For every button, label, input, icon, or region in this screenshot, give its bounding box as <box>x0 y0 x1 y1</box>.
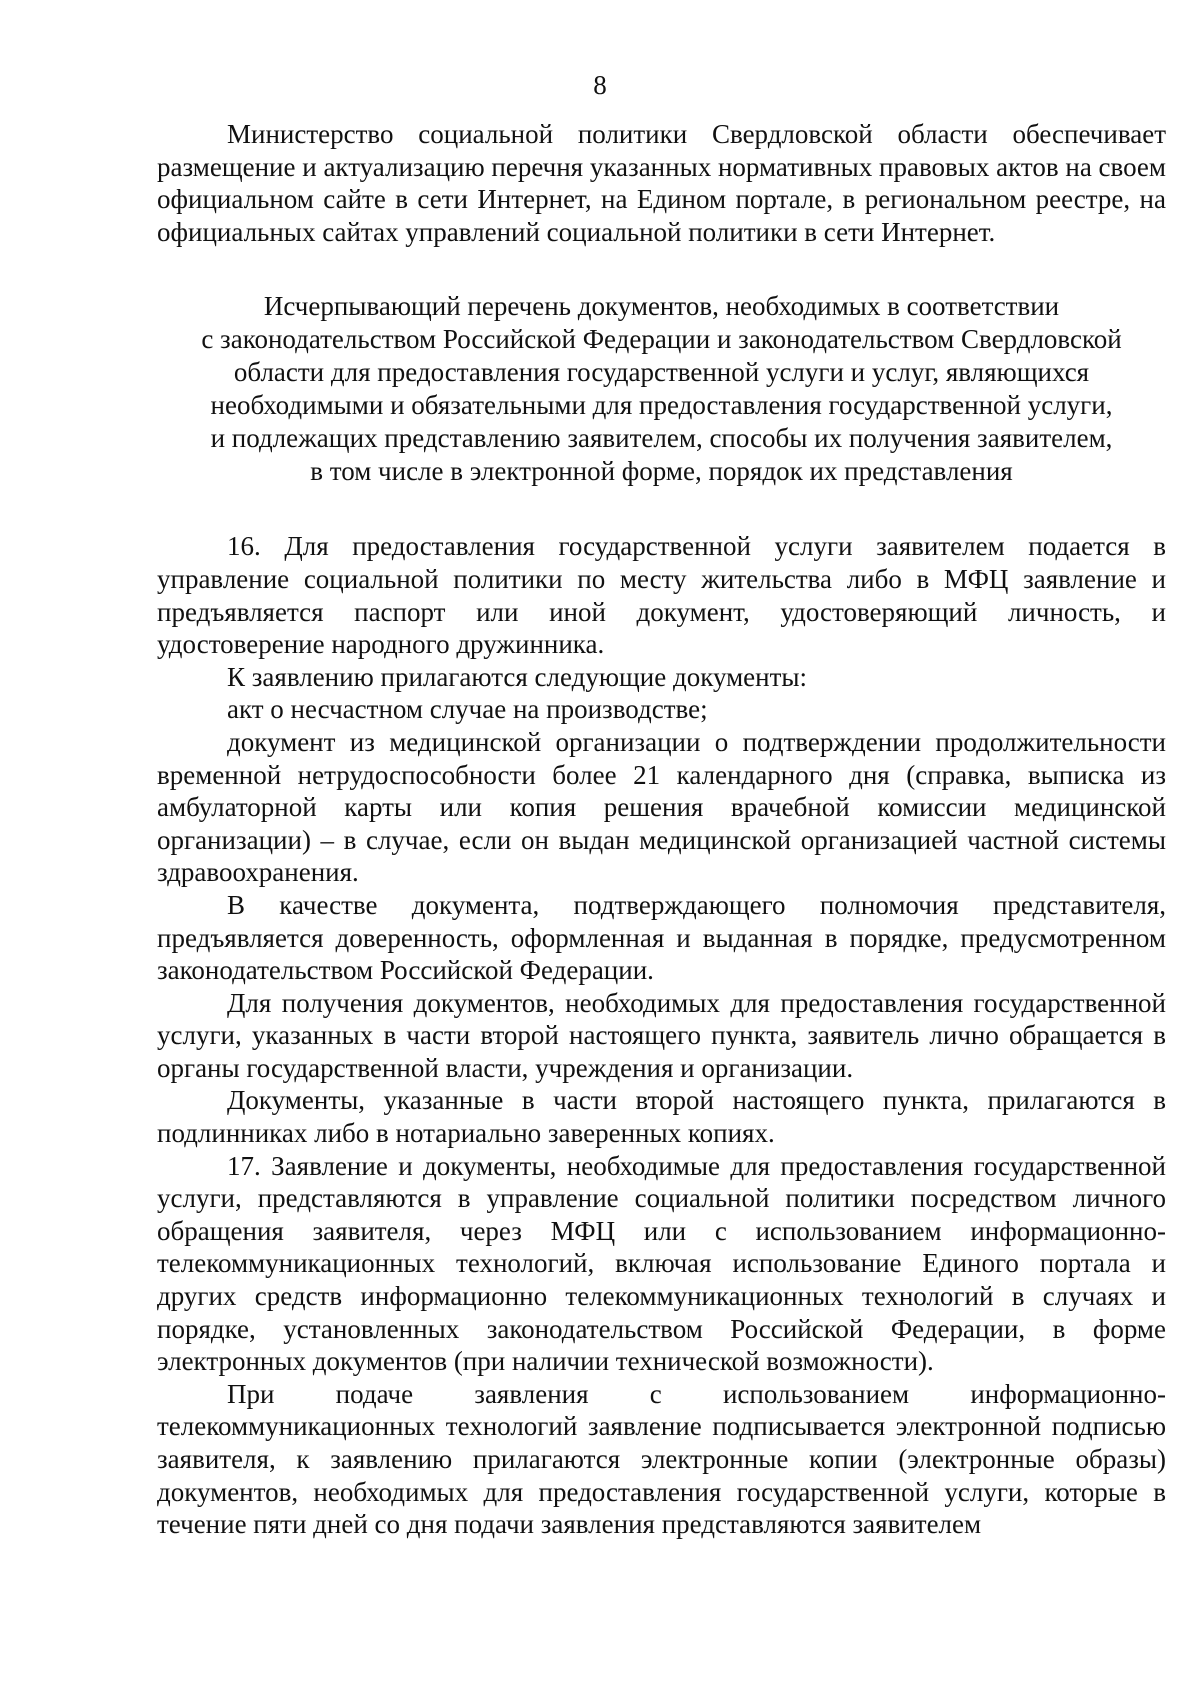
section-heading-line: необходимыми и обязательными для предоставления государственной услуги, <box>210 390 1113 421</box>
paragraph-medical-document: документ из медицинской организации о подтверждении продолжительности временной нетрудоспособности более 21 календарного дня (справка, выписка из амбулаторной карты или копия решения врачебной комиссии медицинской организации) – в случае, если он выдан медицинской организацией частной системы здравоохранения. <box>157 726 1166 888</box>
paragraph-obtaining-documents: Для получения документов, необходимых для предоставления государственной услуги, указанных в части второй настоящего пункта, заявитель лично обращается в органы государственной власти, учреждения и организации. <box>157 987 1166 1083</box>
section-heading-line: с законодательством Российской Федерации и законодательством Свердловской <box>201 324 1122 355</box>
paragraph-accident-act: акт о несчастном случае на производстве; <box>227 694 708 725</box>
paragraph-16: 16. Для предоставления государственной услуги заявителем подается в управление социальной политики по месту жительства либо в МФЦ заявление и предъявляется паспорт или иной документ, удостоверяющий личность, и удостоверение народного дружинника. <box>157 531 1166 660</box>
paragraph-originals-copies: Документы, указанные в части второй настоящего пункта, прилагаются в подлинниках либо в нотариально заверенных копиях. <box>157 1085 1166 1149</box>
document-body <box>157 118 1166 1541</box>
paragraph-electronic-submission: При подаче заявления с использованием информационно-телекоммуникационных технологий заявление подписывается электронной подписью заявителя, к заявлению прилагаются электронные копии (электронные образы) документов, необходимых для предоставления государственной услуги, которые в течение пяти дней со дня подачи заявления представляются заявителем <box>157 1378 1166 1540</box>
section-heading-line: в том числе в электронной форме, порядок их представления <box>310 456 1013 487</box>
intro-paragraph: Министерство социальной политики Свердловской области обеспечивает размещение и актуализацию перечня указанных нормативных правовых актов на своем официальном сайте в сети Интернет, на Едином портале, в региональном реестре, на официальных сайтах управлений социальной политики в сети Интернет. <box>157 119 1166 247</box>
section-heading-line: и подлежащих представлению заявителем, способы их получения заявителем, <box>210 423 1113 454</box>
section-heading-line: Исчерпывающий перечень документов, необходимых в соответствии <box>263 291 1060 322</box>
paragraph-attachments-intro: К заявлению прилагаются следующие документы: <box>227 661 808 692</box>
page-number: 8 <box>593 70 607 100</box>
paragraph-representative: В качестве документа, подтверждающего полномочия представителя, предъявляется доверенность, оформленная и выданная в порядке, предусмотренном законодательством Российской Федерации. <box>157 889 1166 986</box>
paragraph-17: 17. Заявление и документы, необходимые для предоставления государственной услуги, представляются в управление социальной политики посредством личного обращения заявителя, через МФЦ или с использованием информационно-телекоммуникационных технологий, включая использование Единого портала и других средств информационно телекоммуникационных технологий в случаях и порядке, установленных законодательством Российской Федерации, в форме электронных документов (при наличии технической возможности). <box>157 1150 1166 1377</box>
section-heading-line: области для предоставления государственной услуги и услуг, являющихся <box>233 357 1090 388</box>
section-heading <box>157 290 1166 488</box>
spacer <box>157 488 1166 530</box>
